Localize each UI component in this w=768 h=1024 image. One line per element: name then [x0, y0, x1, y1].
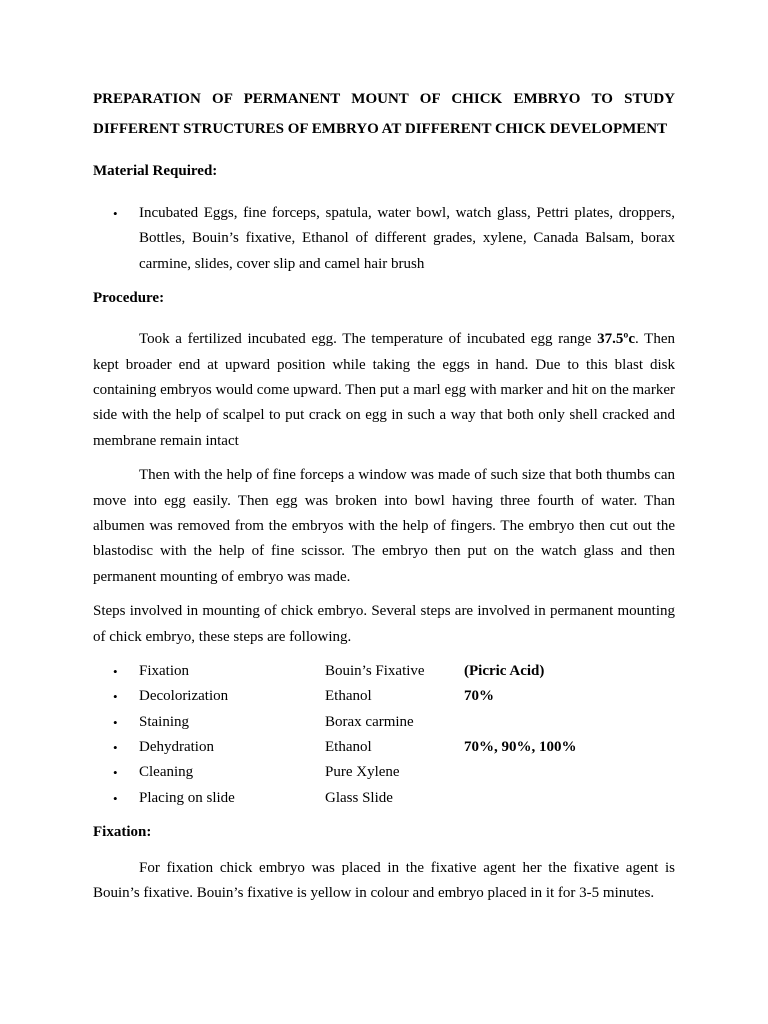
step-note: 70%, 90%, 100% — [464, 738, 577, 755]
bullet-icon: • — [113, 714, 118, 730]
fixation-paragraph: For fixation chick embryo was placed in the fixative agent her the fixative agent is Bouin’s fixative. Bouin’s fixative is yellow in colour and embryo placed in it for 3-5 minutes. — [93, 859, 675, 902]
materials-heading: Material Required: — [93, 163, 218, 179]
step-note: (Picric Acid) — [464, 663, 545, 680]
step-name: Dehydration — [139, 738, 214, 755]
bullet-icon: • — [113, 739, 118, 755]
materials-text: Incubated Eggs, fine forceps, spatula, water bowl, watch glass, Pettri plates, droppers, Bottles, Bouin’s fixative, Ethanol of different grades, xylene, Canada Balsam, borax carmine, slides, cover slip and camel hair brush — [139, 205, 675, 272]
document-title-line-1: PREPARATION OF PERMANENT MOUNT OF CHICK EMBRYO TO STUDY — [93, 91, 675, 107]
mounting-step-row — [93, 786, 675, 811]
procedure-paragraph-1-start: Took a fertilized incubated egg. The temperature of incubated egg range — [139, 331, 598, 348]
bullet-icon: • — [113, 689, 118, 705]
mounting-step-row — [93, 735, 675, 760]
procedure-heading: Procedure: — [93, 290, 165, 307]
temperature-value: 37.5ºc — [597, 331, 635, 348]
step-note: 70% — [464, 688, 494, 705]
procedure-paragraph-3: Steps involved in mounting of chick embryo. Several steps are involved in permanent mounting of chick embryo, these steps are following. — [93, 603, 675, 645]
document-body — [93, 84, 675, 907]
materials-list-item — [93, 201, 675, 277]
step-name: Fixation — [139, 663, 190, 680]
procedure-paragraph-2: Then with the help of fine forceps a window was made of such size that both thumbs can move into egg easily. Then egg was broken into bowl having three fourth of water. Than albumen was removed from the embryos with the help of fingers. The embryo then cut out the blastodisc with the help of fine scissor. The embryo then put on the watch glass and then permanent mounting of embryo was made. — [93, 467, 675, 585]
mounting-steps-list — [93, 659, 675, 811]
step-agent: Ethanol — [325, 738, 372, 755]
bullet-icon: • — [113, 664, 118, 680]
step-agent: Glass Slide — [325, 789, 393, 806]
mounting-step-row — [93, 684, 675, 709]
bullet-icon: • — [113, 790, 118, 806]
procedure-paragraph-1-end: . Then kept broader end at upward position while taking the eggs in hand. Due to this blast disk containing embryos would come upward. Then put a marl egg with marker and hit on the marker side with the help of scalpel to put crack on egg in such a way that both only shell cracked and membrane remain intact — [93, 331, 675, 449]
mounting-step-row — [93, 710, 675, 735]
materials-list — [93, 201, 675, 277]
step-name: Cleaning — [139, 764, 194, 781]
step-name: Decolorization — [139, 688, 229, 705]
fixation-heading: Fixation: — [93, 823, 152, 840]
bullet-icon: • — [113, 765, 118, 781]
procedure-paragraph-1 — [93, 327, 675, 454]
step-name: Staining — [139, 713, 190, 730]
step-agent: Borax carmine — [325, 713, 414, 730]
step-name: Placing on slide — [139, 789, 235, 806]
step-agent: Ethanol — [325, 688, 372, 705]
mounting-step-row — [93, 659, 675, 684]
step-agent: Bouin’s Fixative — [325, 663, 425, 680]
bullet-icon: • — [113, 206, 118, 221]
mounting-step-row — [93, 760, 675, 785]
step-agent: Pure Xylene — [325, 764, 400, 781]
document-title-line-2: DIFFERENT STRUCTURES OF EMBRYO AT DIFFERENT CHICK DEVELOPMENT — [93, 121, 668, 137]
